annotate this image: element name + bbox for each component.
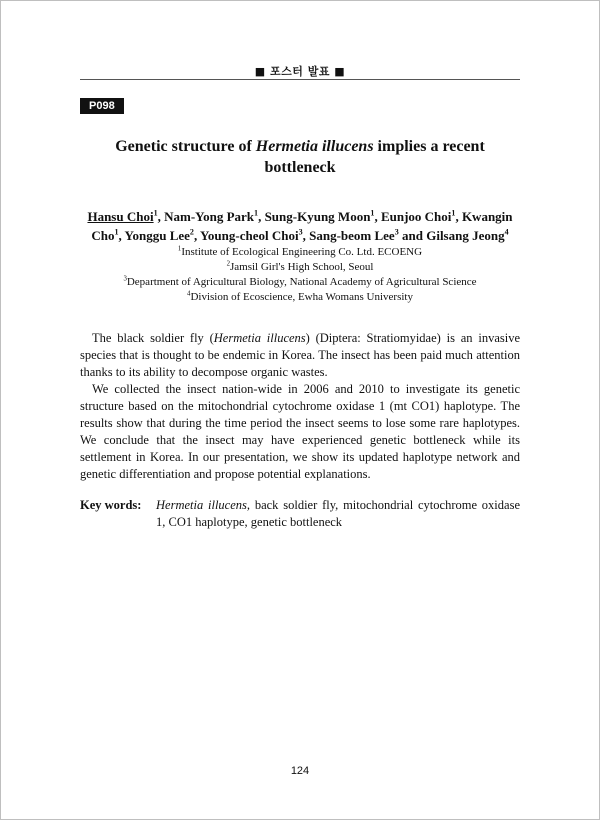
abstract-text: ) (Diptera: Stratiomyidae) is an invasive species that is thought to be endemic in Korea. The insect has been paid much attention thanks to its ability to decompose organic wastes. [80, 331, 520, 379]
affiliation-number: 3 [123, 275, 127, 283]
author-separator: , [258, 209, 265, 224]
author-affiliation-mark: 1 [254, 208, 259, 218]
author-name: Young-cheol Choi [199, 228, 299, 243]
affiliation-text: Division of Ecoscience, Ewha Womans University [190, 291, 413, 303]
affiliation-number: 4 [187, 290, 191, 298]
title-text: Genetic structure of [115, 138, 256, 155]
affiliation-text: Department of Agricultural Biology, National Academy of Agricultural Science [126, 276, 477, 288]
affiliation-line [80, 290, 520, 305]
keywords-body [156, 497, 520, 531]
keywords-species: Hermetia illucens, [156, 498, 251, 512]
affiliation-line [80, 275, 520, 290]
header-rule [80, 79, 520, 80]
author-name: Gilsang Jeong [426, 228, 505, 243]
author-affiliation-mark: 3 [394, 227, 399, 237]
author-name: Nam-Yong Park [164, 209, 255, 224]
author-separator: , [455, 209, 462, 224]
keywords-label: Key words: [80, 498, 142, 512]
author-name: Sung-Kyung Moon [264, 209, 371, 224]
author-list [80, 207, 520, 245]
author-affiliation-mark: 1 [153, 208, 158, 218]
title-line2: bottleneck [264, 159, 336, 176]
abstract-species: Hermetia illucens [213, 331, 306, 345]
author-affiliation-mark: 1 [370, 208, 375, 218]
section-header: ■ 포스터 발표 ■ [254, 65, 346, 78]
keywords-text: back soldier fly, mitochondrial cytochrome oxidase 1, CO1 haplotype, genetic bottleneck [156, 498, 520, 529]
abstract-paragraph: We collected the insect nation-wide in 2006 and 2010 to investigate its genetic structure based on the mitochondrial cytochrome oxidase 1 (mt CO1) haplotype. The results show that during the time period the insect seems to lose some rare haplotypes. We conclude that the insect may have experienced genetic bottleneck while its settlement in Korea. In our presentation, we show its updated haplotype network and genetic differentiation and propose potential explanations. [80, 382, 520, 481]
affiliation-list [80, 245, 520, 305]
author-affiliation-mark: 1 [451, 208, 456, 218]
keywords [80, 497, 520, 531]
abstract-text: The black soldier fly ( [92, 331, 214, 345]
author-separator: , [118, 228, 125, 243]
affiliation-line [80, 260, 520, 275]
author-name: Kwangin Cho [91, 209, 513, 243]
author-name: Yonggu Lee [124, 228, 190, 243]
author-separator: , [302, 228, 310, 243]
author-affiliation-mark: 4 [504, 227, 509, 237]
poster-id-badge: P098 [80, 98, 124, 114]
author-separator: , [374, 209, 381, 224]
abstract-paragraph [80, 330, 520, 381]
affiliation-text: Institute of Ecological Engineering Co. Ltd. ECOENG [181, 246, 423, 258]
author-affiliation-mark: 1 [114, 227, 119, 237]
affiliation-text: Jamsil Girl's High School, Seoul [229, 261, 374, 273]
author-separator: and [398, 228, 427, 243]
title-species: Hermetia illucens [255, 138, 374, 155]
author-name: Eunjoo Choi [380, 209, 452, 224]
paper-title [80, 136, 520, 178]
affiliation-line [80, 245, 520, 260]
author-name: Sang-beom Lee [309, 228, 395, 243]
author-separator: , [157, 209, 165, 224]
author-affiliation-mark: 2 [189, 227, 194, 237]
author-separator: , [193, 228, 200, 243]
page-number: 124 [290, 765, 310, 777]
title-text-cont: implies a recent [373, 138, 485, 155]
affiliation-number: 2 [226, 260, 230, 268]
author-affiliation-mark: 3 [298, 227, 303, 237]
affiliation-number: 1 [177, 245, 182, 253]
abstract [80, 330, 520, 483]
author-name: Hansu Choi [87, 209, 154, 224]
